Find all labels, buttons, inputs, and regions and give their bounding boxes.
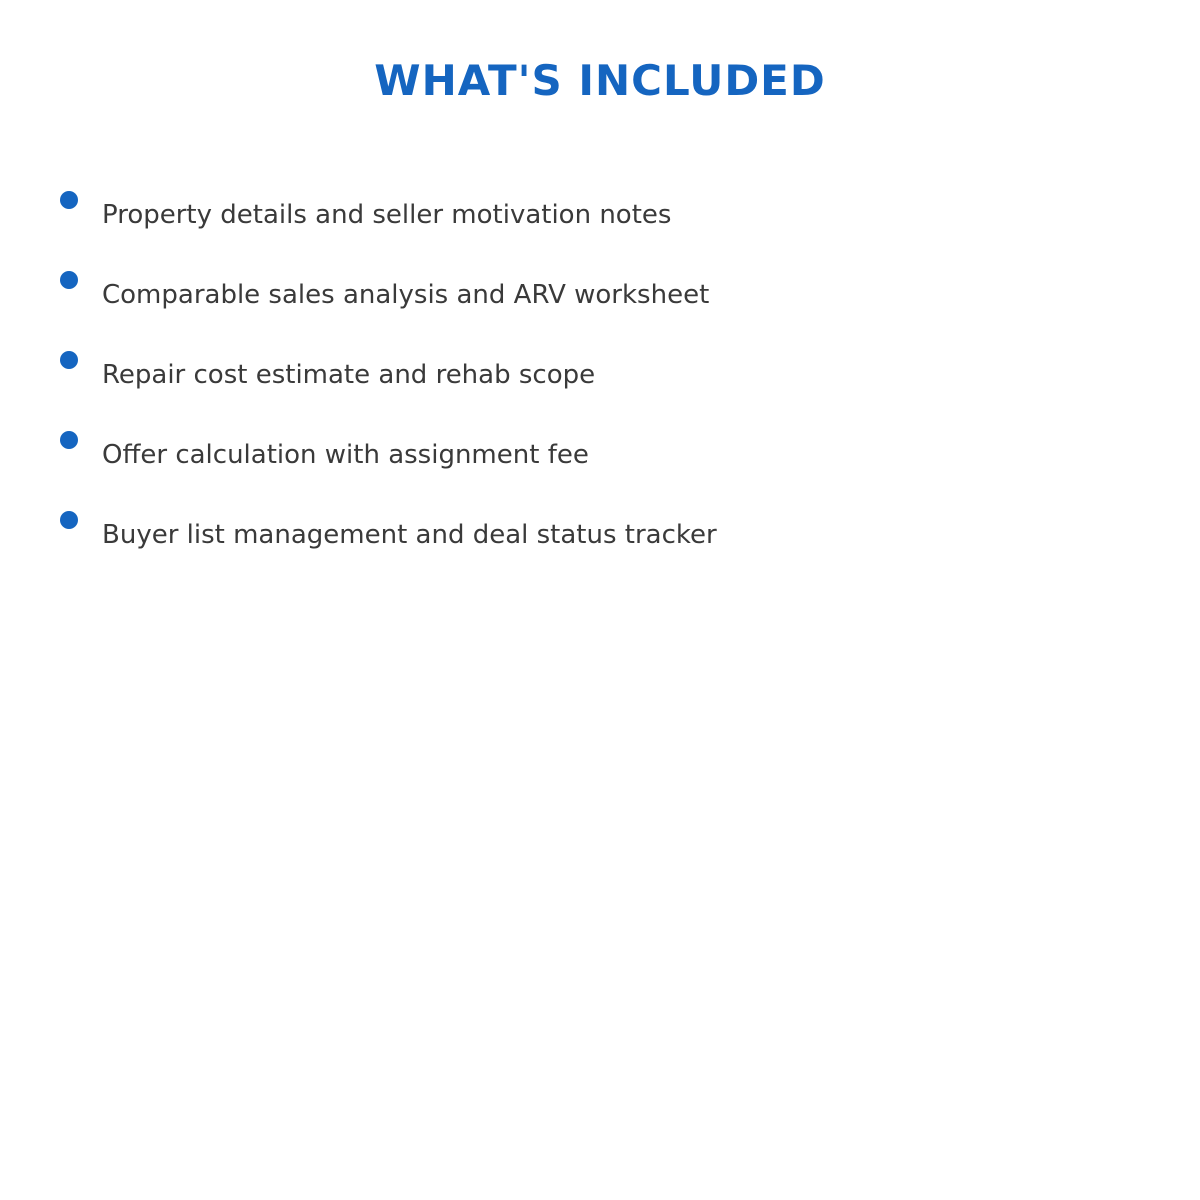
list-item-label: Comparable sales analysis and ARV worksheet xyxy=(102,280,710,310)
bullet-icon xyxy=(60,511,78,529)
page-title: WHAT'S INCLUDED xyxy=(374,56,826,105)
bullet-icon xyxy=(60,271,78,289)
list-item-label: Property details and seller motivation notes xyxy=(102,200,672,230)
bullet-icon xyxy=(60,191,78,209)
list-item-label: Offer calculation with assignment fee xyxy=(102,440,589,470)
bullet-icon xyxy=(60,351,78,369)
list-item xyxy=(60,348,1140,428)
list-item-label: Repair cost estimate and rehab scope xyxy=(102,360,596,390)
bullet-icon xyxy=(60,431,78,449)
list-item-label: Buyer list management and deal status tracker xyxy=(102,520,717,550)
list-item xyxy=(60,428,1140,508)
list-item xyxy=(60,508,1140,588)
included-list xyxy=(60,188,1140,588)
list-item xyxy=(60,188,1140,268)
list-item xyxy=(60,268,1140,348)
